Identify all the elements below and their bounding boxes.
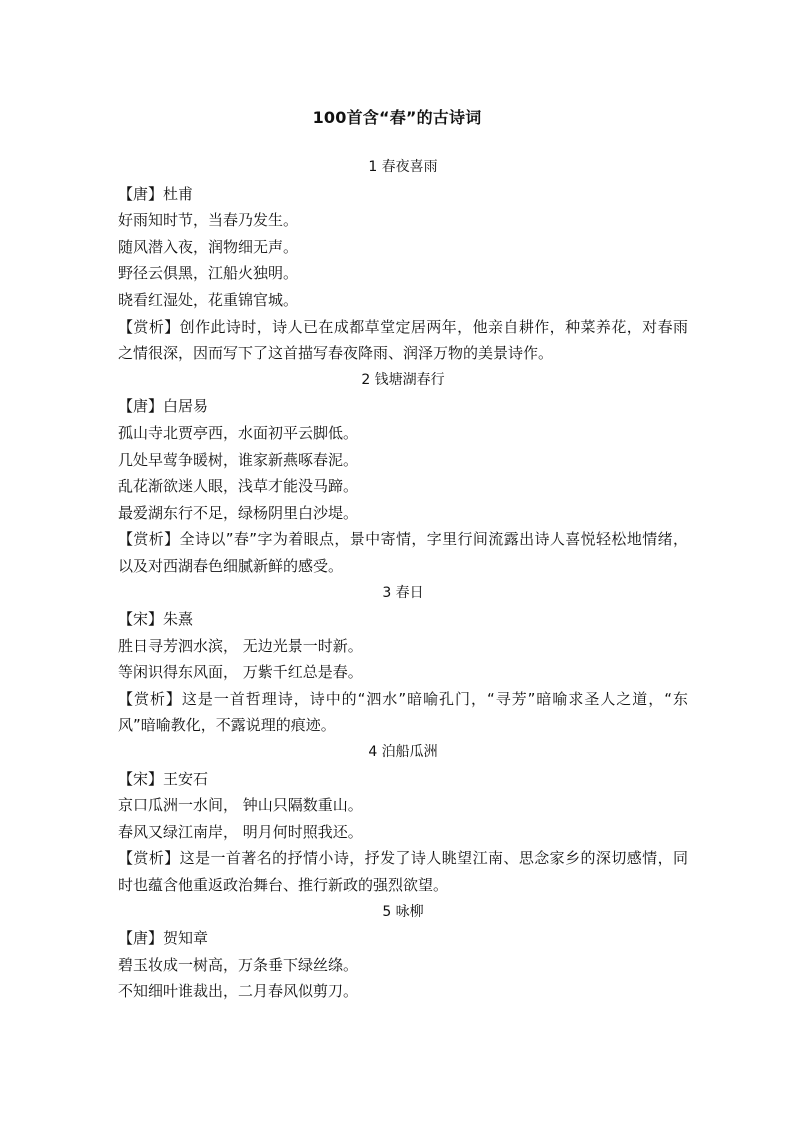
poem-line: 好雨知时节，当春乃发生。: [118, 211, 299, 230]
poem-line: 春风又绿江南岸， 明月何时照我还。: [118, 822, 363, 841]
poem-line: 等闲识得东风面， 万紫千红总是春。: [118, 663, 363, 682]
comment-text: 创作此诗时，诗人已在成都草堂定居两年，他亲自耕作，种菜养花，对春雨之情很深，因而写下了这首描写春夜降雨、润泽万物的美景诗作。: [118, 317, 688, 363]
poem-1: [118, 154, 688, 367]
poem-comment: [118, 686, 688, 739]
poem-title: 3 春日: [382, 584, 424, 601]
poem-author: 【唐】杜甫: [118, 184, 194, 203]
poem-author: 【唐】贺知章: [118, 929, 209, 948]
poem-line: 最爱湖东行不足，绿杨阴里白沙堤。: [118, 503, 359, 522]
poem-line: 乱花渐欲迷人眼，浅草才能没马蹄。: [118, 477, 359, 496]
poem-title: 2 钱塘湖春行: [361, 371, 445, 388]
poem-comment: [118, 314, 688, 367]
poem-line: 孤山寺北贾亭西，水面初平云脚低。: [118, 423, 359, 442]
poem-line: 几处早莺争暖树，谁家新燕啄春泥。: [118, 450, 359, 469]
poem-comment: [118, 845, 688, 898]
poem-4: [118, 739, 688, 899]
poem-2: [118, 367, 688, 580]
comment-text: 全诗以”春”字为着眼点，景中寄情，字里行间流露出诗人喜悦轻松地情绪，以及对西湖春色细腻新鲜的感受。: [118, 530, 688, 575]
poem-3: [118, 580, 688, 740]
poem-line: 随风潜入夜，润物细无声。: [118, 237, 299, 256]
poem-line: 碧玉妆成一树高，万条垂下绿丝绦。: [118, 955, 359, 974]
poem-comment: [118, 526, 688, 579]
poem-line: 不知细叶谁裁出，二月春风似剪刀。: [118, 982, 359, 1001]
poem-author: 【宋】朱熹: [118, 610, 194, 629]
poem-line: 晓看红湿处，花重锦官城。: [118, 290, 299, 309]
comment-label: 【赏析】: [118, 689, 182, 708]
poem-title: 1 春夜喜雨: [368, 159, 438, 175]
poem-title: 4 泊船瓜洲: [368, 744, 438, 761]
comment-label: 【赏析】: [118, 849, 180, 868]
poem-5: [118, 899, 688, 1005]
comment-label: 【赏析】: [118, 317, 180, 336]
comment-text: 这是一首著名的抒情小诗，抒发了诗人眺望江南、思念家乡的深切感情，同时也蕴含他重返政治舞台、推行新政的强烈欲望。: [118, 849, 688, 895]
poem-line: 野径云俱黑，江船火独明。: [118, 264, 299, 283]
poem-author: 【宋】王安石: [118, 769, 209, 788]
document-content: [118, 154, 688, 1005]
comment-text: 这是一首哲理诗，诗中的“泗水”暗喻孔门，“寻芳”暗喻求圣人之道，“东风”暗喻教化，不露说理的痕迹。: [118, 689, 688, 735]
poem-title: 5 咏柳: [382, 903, 424, 920]
comment-label: 【赏析】: [118, 530, 180, 549]
poem-author: 【唐】白居易: [118, 397, 209, 416]
poem-line: 胜日寻芳泗水滨， 无边光景一时新。: [118, 636, 363, 655]
page-title: 100首含“春”的古诗词: [312, 108, 482, 127]
poem-line: 京口瓜洲一水间， 钟山只隔数重山。: [118, 796, 363, 815]
